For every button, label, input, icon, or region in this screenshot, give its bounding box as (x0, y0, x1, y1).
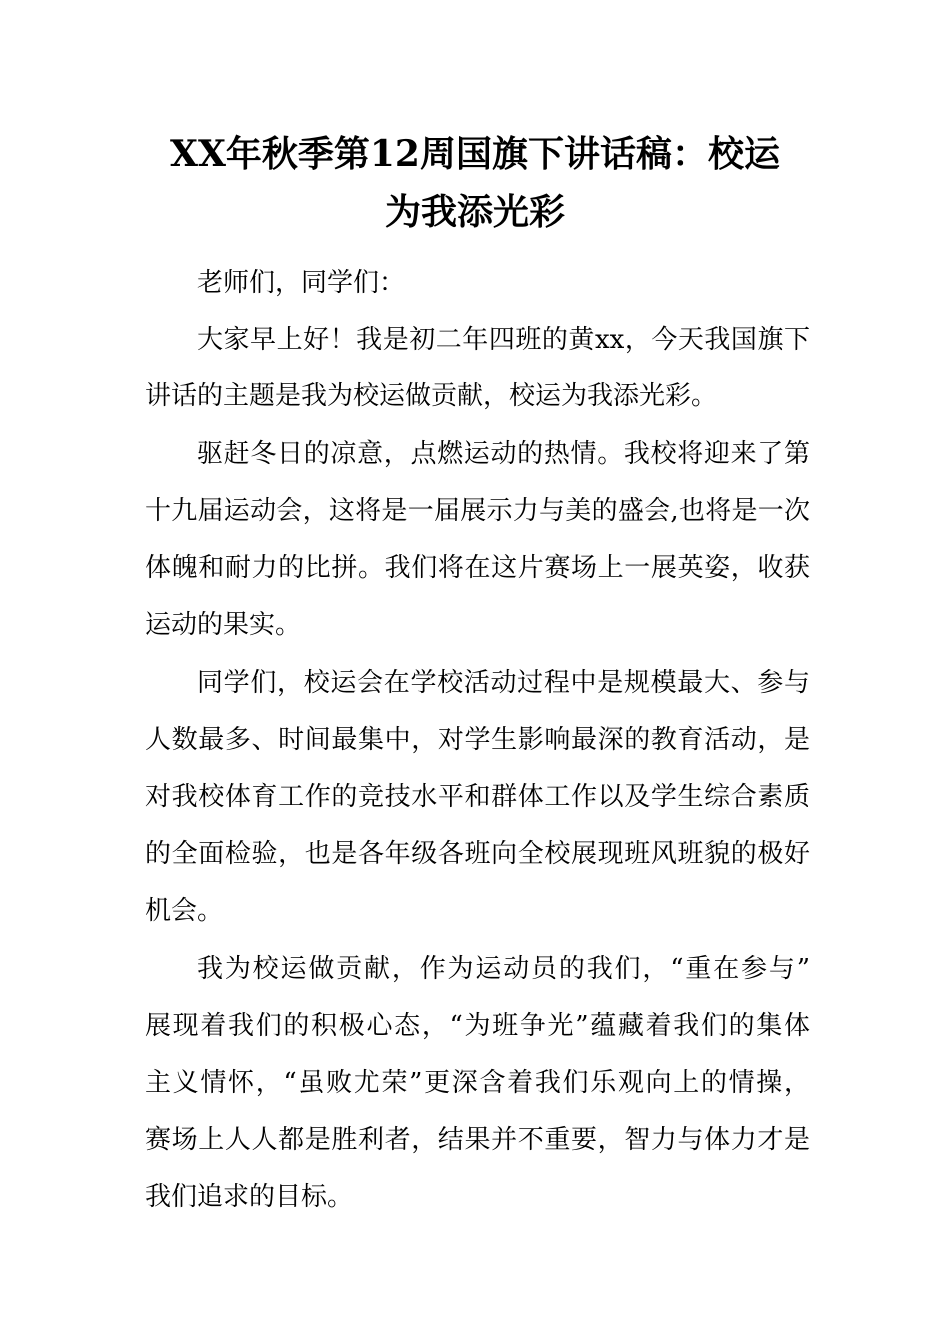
paragraph-4-line-2: 展现着我们的积极心态，“为班争光”蕴藏着我们的集体 (145, 1011, 810, 1041)
paragraph-2-line-4: 运动的果实。 (145, 610, 302, 640)
paragraph-3-line-4: 的全面检验，也是各年级各班向全校展现班风班貌的极好 (145, 839, 810, 869)
paragraph-4-line-4: 赛场上人人都是胜利者，结果并不重要，智力与体力才是 (145, 1125, 810, 1155)
paragraph-2-line-1: 驱赶冬日的凉意，点燃运动的热情。我校将迎来了第 (197, 439, 810, 469)
paragraph-2-line-3: 体魄和耐力的比拼。我们将在这片赛场上一展英姿，收获 (145, 553, 810, 583)
paragraph-3-line-5: 机会。 (145, 896, 224, 926)
paragraph-2-line-2: 十九届运动会，这将是一届展示力与美的盛会,也将是一次 (145, 496, 810, 526)
paragraph-3-line-2: 人数最多、时间最集中，对学生影响最深的教育活动，是 (145, 725, 810, 755)
document-title-line-1: XX年秋季第12周国旗下讲话稿：校运 (170, 133, 780, 175)
paragraph-3-line-3: 对我校体育工作的竞技水平和群体工作以及学生综合素质 (145, 782, 810, 812)
paragraph-3-line-1: 同学们，校运会在学校活动过程中是规模最大、参与 (197, 668, 810, 698)
paragraph-1-line-2: 讲话的主题是我为校运做贡献，校运为我添光彩。 (145, 381, 718, 411)
salutation: 老师们，同学们： (197, 268, 406, 298)
document-title-line-2: 为我添光彩 (384, 191, 565, 233)
paragraph-4-line-1: 我为校运做贡献，作为运动员的我们，“重在参与” (197, 954, 810, 984)
paragraph-4-line-5: 我们追求的目标。 (145, 1182, 354, 1212)
paragraph-1-line-1: 大家早上好！我是初二年四班的黄xx，今天我国旗下 (197, 325, 810, 355)
paragraph-4-line-3: 主义情怀，“虽败尤荣”更深含着我们乐观向上的情操， (145, 1068, 810, 1098)
